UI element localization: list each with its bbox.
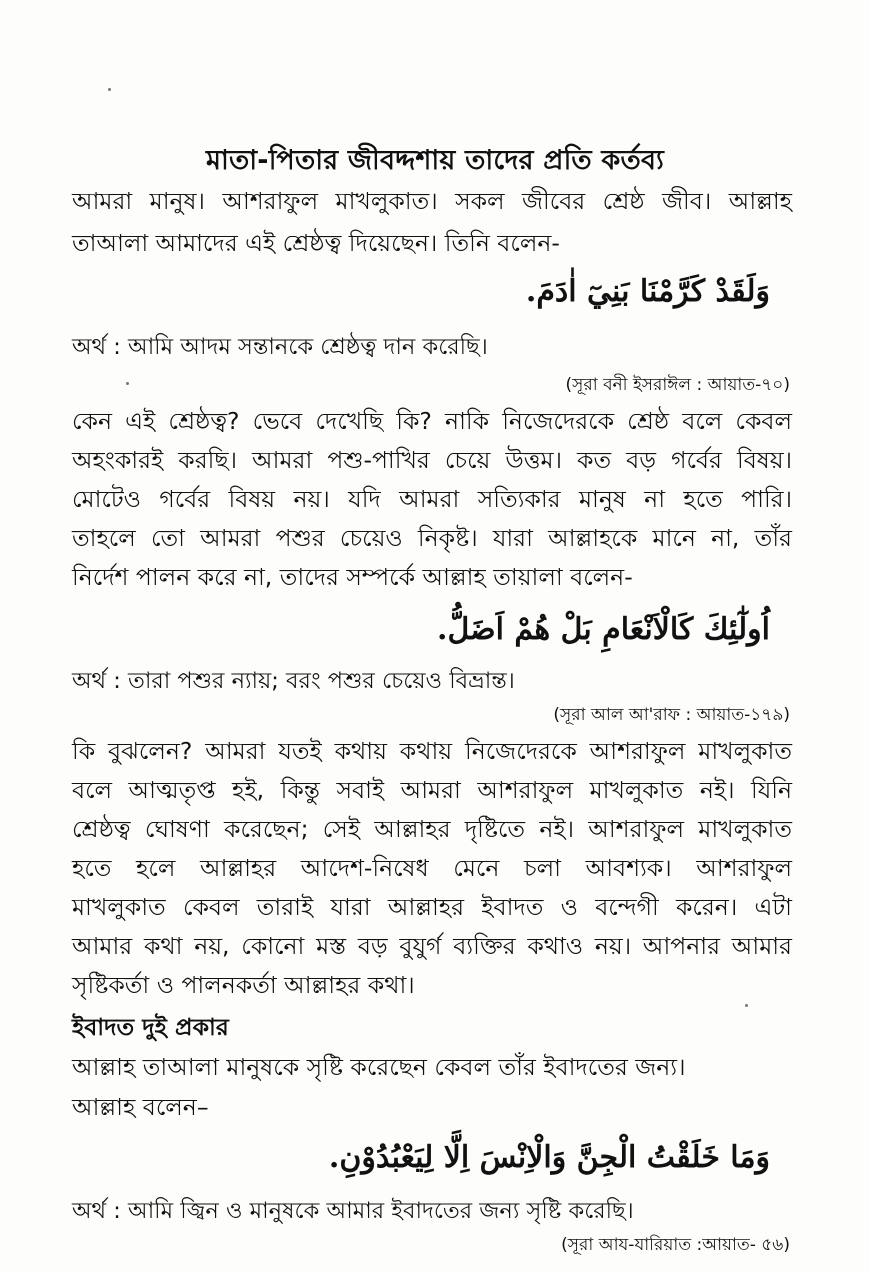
paragraph-line: আমার কথা নয়, কোনো মস্ত বড় বুযুর্গ ব্যক্তির কথাও নয়। আপনার আমার: [72, 932, 792, 960]
section-subheading: ইবাদত দুই প্রকার: [72, 1013, 229, 1041]
paragraph-line: নির্দেশ পালন করে না, তাদের সম্পর্কে আল্লাহ তায়ালা বলেন-: [72, 563, 633, 591]
arabic-verse: اُولٰٓئِكَ كَالْاَنْعَامِ بَلْ هُمْ اَضَلُّ.: [437, 612, 770, 647]
verse-reference: (সূরা আল আ'রাফ : আয়াত-১৭৯): [553, 705, 790, 725]
scan-speck: [745, 1004, 748, 1007]
arabic-verse: وَلَقَدْ كَرَّمْنَا بَنِيٓ اٰدَمَ.: [525, 274, 770, 309]
paragraph-line: মোটেও গর্বের বিষয় নয়। যদি আমরা সত্যিকার মানুষ না হতে পারি।: [72, 485, 792, 513]
paragraph-line: আল্লাহ তাআলা মানুষকে সৃষ্টি করেছেন কেবল তাঁর ইবাদতের জন্য।: [72, 1053, 686, 1081]
paragraph-line: কি বুঝলেন? আমরা যতই কথায় কথায় নিজেদেরকে আশরাফুল মাখলুকাত: [72, 737, 792, 765]
paragraph-line: শ্রেষ্ঠত্ব ঘোষণা করেছেন; সেই আল্লাহর দৃষ্টিতে নই। আশরাফুল মাখলুকাত: [72, 815, 792, 843]
verse-reference: (সূরা আয-যারিয়াত :আয়াত- ৫৬): [561, 1235, 790, 1255]
paragraph-line: সৃষ্টিকর্তা ও পালনকর্তা আল্লাহর কথা।: [72, 971, 415, 999]
verse-meaning: অর্থ : তারা পশুর ন্যায়; বরং পশুর চেয়েও বিভ্রান্ত।: [72, 668, 515, 694]
scan-speck: [108, 88, 111, 91]
paragraph-line: অহংকারই করছি। আমরা পশু-পাখির চেয়ে উত্তম। কত বড় গর্বের বিষয়।: [72, 446, 792, 474]
paragraph-line: মাখলুকাত কেবল তারাই যারা আল্লাহর ইবাদত ও বন্দেগী করেন। এটা: [72, 893, 792, 921]
paragraph-line: তাহলে তো আমরা পশুর চেয়েও নিকৃষ্ট। যারা আল্লাহকে মানে না, তাঁর: [72, 524, 792, 552]
verse-meaning: অর্থ : আমি জ্বিন ও মানুষকে আমার ইবাদতের জন্য সৃষ্টি করেছি।: [72, 1198, 634, 1224]
arabic-verse: وَمَا خَلَقْتُ الْجِنَّ وَالْاِنْسَ اِلَّا لِيَعْبُدُوْنِ.: [328, 1140, 770, 1175]
paragraph-line: হতে হলে আল্লাহর আদেশ-নিষেধ মেনে চলা আবশ্যক। আশরাফুল: [72, 854, 792, 882]
paragraph-line: আমরা মানুষ। আশরাফুল মাখলুকাত। সকল জীবের শ্রেষ্ঠ জীব। আল্লাহ: [72, 187, 792, 215]
page-title: মাতা-পিতার জীবদ্দশায় তাদের প্রতি কর্তব্য: [205, 145, 665, 176]
scan-speck: [126, 382, 129, 385]
verse-meaning: অর্থ : আমি আদম সন্তানকে শ্রেষ্ঠত্ব দান করেছি।: [72, 334, 488, 360]
paragraph-line: বলে আত্মতৃপ্ত হই, কিন্তু সবাই আমরা আশরাফুল মাখলুকাত নই। যিনি: [72, 776, 792, 804]
paragraph-line: কেন এই শ্রেষ্ঠত্ব? ভেবে দেখেছি কি? নাকি নিজেদেরকে শ্রেষ্ঠ বলে কেবল: [72, 407, 792, 435]
paragraph-line: আল্লাহ বলেন–: [72, 1093, 209, 1121]
paragraph-line: তাআলা আমাদের এই শ্রেষ্ঠত্ব দিয়েছেন। তিনি বলেন-: [72, 229, 560, 257]
verse-reference: (সূরা বনী ইসরাঈল : আয়াত-৭০): [565, 375, 790, 395]
